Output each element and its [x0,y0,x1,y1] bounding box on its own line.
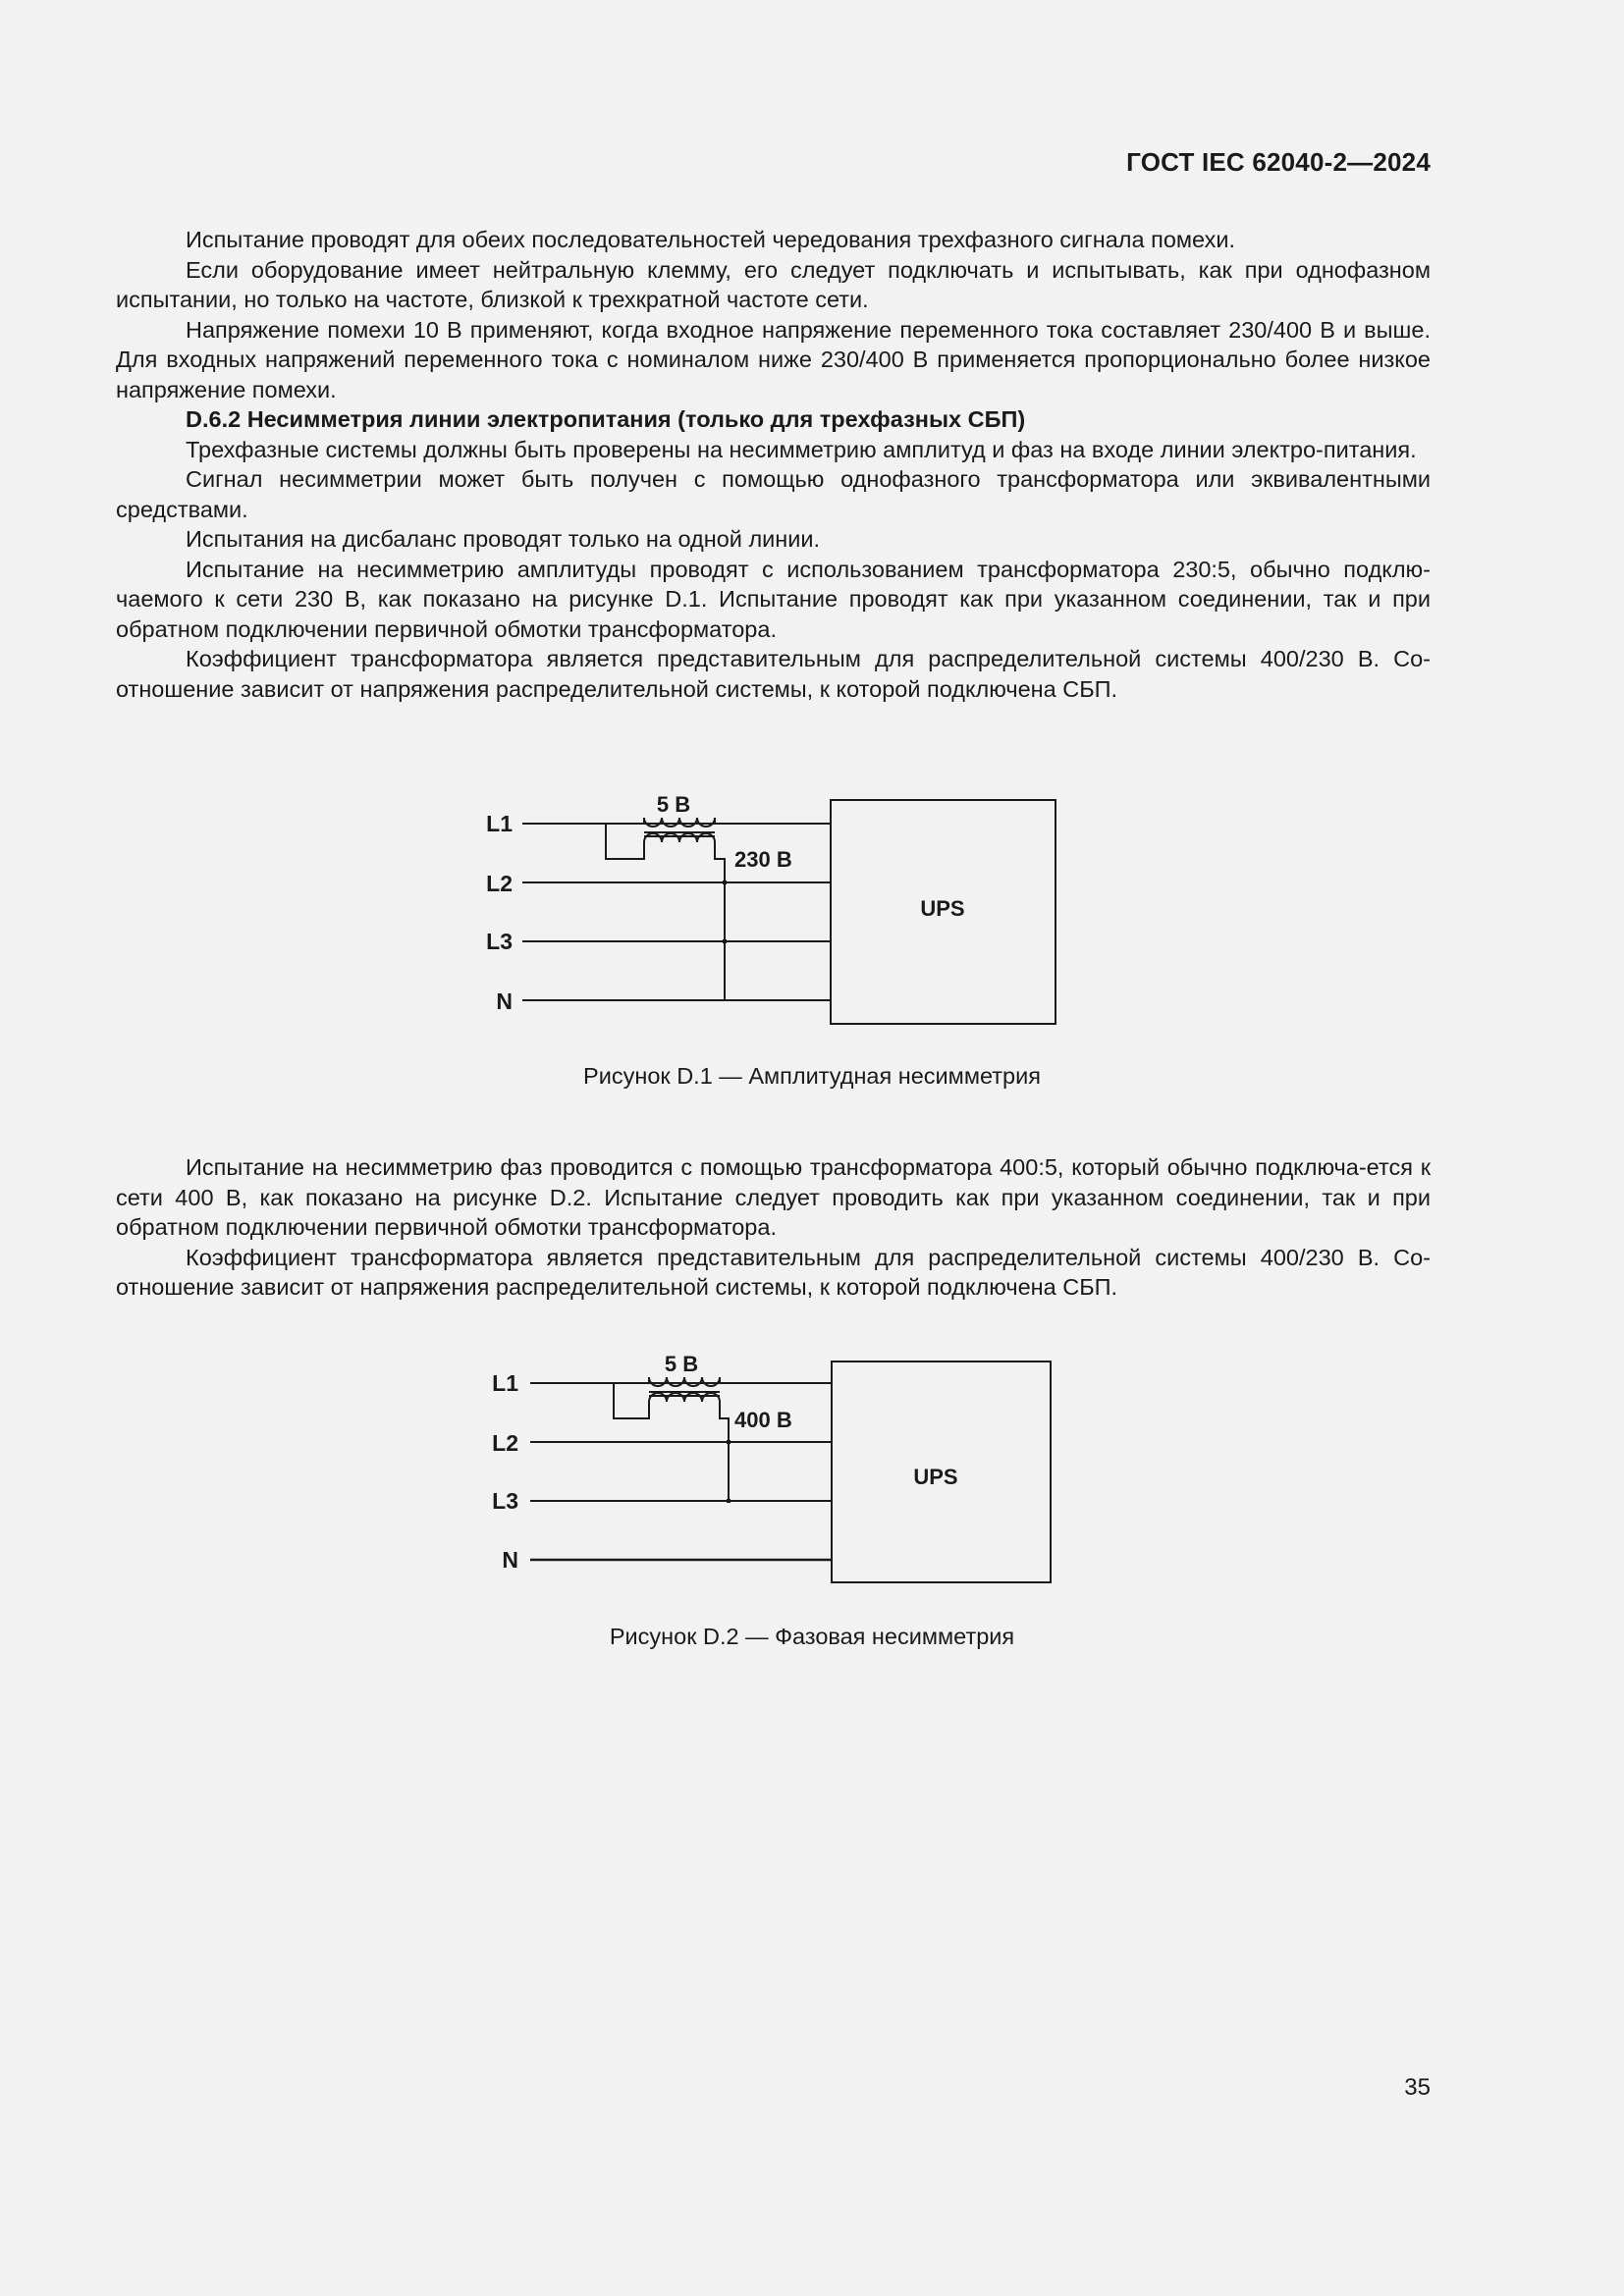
secondary-coil [649,1377,720,1386]
primary-right-lead [715,848,725,1000]
ups-label: UPS [913,1465,958,1489]
figure-caption-d1: Рисунок D.1 — Амплитудная несимметрия [583,1063,1041,1089]
document-header: ГОСТ IEC 62040-2—2024 [1126,147,1431,177]
label-l3: L3 [486,929,513,954]
label-l1: L1 [486,811,513,836]
ups-label: UPS [920,896,965,921]
label-primary: 400 В [734,1408,792,1432]
label-l3: L3 [492,1488,518,1514]
label-secondary: 5 В [664,1352,699,1376]
figure-caption-d2: Рисунок D.2 — Фазовая несимметрия [609,1624,1015,1649]
label-n: N [502,1547,518,1573]
primary-right-lead [720,1408,729,1501]
label-l2: L2 [492,1430,518,1456]
figure-d2 [0,1347,1624,1661]
circuit-diagram-d2 [0,1347,1624,1602]
paragraph: Испытания на дисбаланс проводят только на одной линии. [186,526,821,552]
paragraph: Испытание на несимметрию амплитуды проводят с использованием трансформатора 230:5, обычно подклю-чаемого к сети 230 В, как показано на рисунке D.1. Испытание проводят как при указанном соединении, так и при обратном подключении первичной обмотки трансформатора. [116,556,1431,642]
paragraph: Коэффициент трансформатора является представительным для распределительной системы 400/230 В. Со-отношение зависит от напряжения распределительной системы, к которой подключена СБП. [116,646,1431,702]
primary-left-lead [614,1383,649,1418]
paragraph: Коэффициент трансформатора является представительным для распределительной системы 400/230 В. Со-отношение зависит от напряжения распределительной системы, к которой подключена СБП. [116,1244,1431,1300]
circuit-diagram-d1 [0,785,1624,1041]
paragraph: Испытание на несимметрию фаз проводится с помощью трансформатора 400:5, который обычно подключа-ется к сети 400 В, как показано на рисунке D.2. Испытание следует проводить как при указанном соединении, так и при обратном подключении первичной обмотки трансформатора. [116,1154,1431,1240]
paragraph: Напряжение помехи 10 В применяют, когда входное напряжение переменного тока составляет 230/400 В и выше. Для входных напряжений переменного тока с номиналом ниже 230/400 В применяется пропорционально более низкое напряжение помехи. [116,316,1431,402]
label-secondary: 5 В [656,792,691,817]
paragraph: Сигнал несимметрии может быть получен с помощью однофазного трансформатора или эквивалентными средствами. [116,466,1431,522]
label-l2: L2 [486,871,513,896]
primary-left-lead [606,824,644,859]
label-n: N [496,988,513,1014]
section-heading: D.6.2 Несимметрия линии электропитания (только для трехфазных СБП) [186,406,1026,432]
paragraph: Трехфазные системы должны быть проверены на несимметрию амплитуд и фаз на входе линии электро-питания. [186,436,1417,462]
figure-d1 [0,785,1624,1099]
text-block-2 [116,1152,1431,1303]
text-block-1 [116,225,1431,704]
label-l1: L1 [492,1370,518,1396]
paragraph: Испытание проводят для обеих последовательностей чередования трехфазного сигнала помехи. [186,227,1236,252]
secondary-coil [644,818,715,827]
page-number: 35 [1404,2074,1431,2101]
paragraph: Если оборудование имеет нейтральную клемму, его следует подключать и испытывать, как при однофазном испытании, но только на частоте, близкой к трехкратной частоте сети. [116,256,1431,312]
label-primary: 230 В [734,847,792,872]
